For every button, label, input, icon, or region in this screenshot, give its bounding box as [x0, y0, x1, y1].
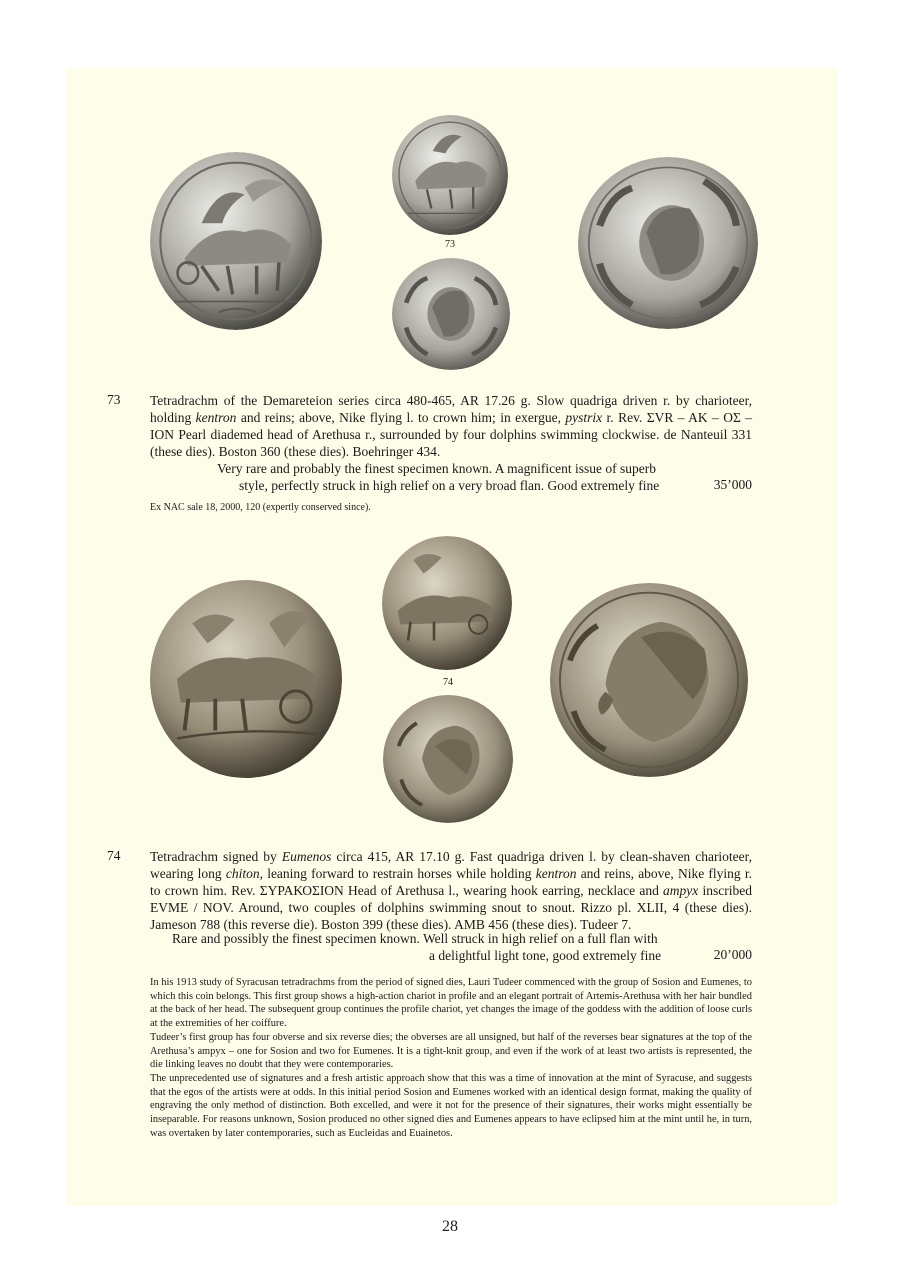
grade-74-line2: a delightful light tone, good extremely fine	[429, 948, 662, 963]
desc-73-part-a: Tetradrachm of the Demareteion series circa 480-465, AR 17.26 g. Slow quadriga driven r. by charioteer, holding	[150, 393, 752, 425]
coin-73-reverse-small-image	[392, 258, 510, 370]
lot-description-73	[150, 392, 752, 460]
desc-73-pystrix: pystrix	[565, 410, 603, 425]
coin-74-obverse-large-image	[150, 580, 342, 778]
plate-label-73: 73	[445, 239, 455, 250]
desc-74-part-c: , leaning forward to restrain horses while holding	[259, 866, 536, 881]
grade-73-line1: Very rare and probably the finest specimen known. A magnificent issue of superb	[217, 461, 657, 476]
coin-74-obverse-small-image	[382, 536, 512, 670]
lot-number-74: 74	[107, 848, 121, 863]
desc-74-part-b: circa 415, AR 17.10 g. Fast quadriga driven l. by clean-shaven charioteer, wearing long	[150, 849, 752, 881]
lot-description-74	[150, 848, 752, 933]
coin-73-obverse-large-image	[150, 152, 322, 330]
provenance-73: Ex NAC sale 18, 2000, 120 (expertly conserved since).	[150, 502, 371, 513]
desc-74-chiton: chiton	[225, 866, 260, 881]
plate-label-74: 74	[443, 677, 453, 688]
coin-74-reverse-large-image	[550, 583, 748, 777]
coin-73-obverse-small-image	[392, 115, 508, 235]
essay-paragraph: Tudeer’s first group has four obverse and six reverse dies; the obverses are all unsigned, but half of the reverses bear signatures at the top of the Arethusa’s ampyx – one for Sosion and two for Eumenes. It is a tight-knit group, and even if the work of at least two artists is represented, the die linking leaves no doubt that they were contemporaries.	[150, 1031, 752, 1071]
coin-73-reverse-large-image	[578, 157, 758, 329]
desc-74-part-d: and reins, above, Nike flying r. to crown him. Rev. ΣΥΡΑΚΟΣΙΟΝ Head of Arethusa l., wearing hook earring, necklace and	[150, 866, 752, 898]
estimate-73: 35’000	[713, 477, 752, 492]
desc-73-part-b: and reins; above, Nike flying l. to crown him; in exergue,	[236, 410, 566, 425]
desc-74-kentron: kentron	[535, 866, 577, 881]
desc-73-part-c: r. Rev. ΣVR – AK – OΣ – ION Pearl diademed head of Arethusa r., surrounded by four dolphins swimming clockwise. de Nanteuil 331 (these dies). Boston 360 (these dies). Boehringer 434.	[150, 410, 752, 459]
desc-74-ampyx: ampyx	[663, 883, 699, 898]
essay-paragraph: In his 1913 study of Syracusan tetradrachms from the period of signed dies, Lauri Tudeer commenced with the group of Sosion and Eumenes, to which this coin belongs. This first group shows a high-action chariot in profile and an elegant portrait of Artemis-Arethusa with her hair bundled at the back of her head. The subsequent group continues the profile chariot, yet changes the image of the goddess with the addition of loose curls at the extremities of her coiffure.	[150, 977, 753, 1030]
estimate-74: 20’000	[713, 947, 752, 962]
coin-74-reverse-small-image	[383, 695, 513, 823]
lot-number-73: 73	[107, 392, 121, 407]
essay-paragraph: The unprecedented use of signatures and a fresh artistic approach show that this was a time of innovation at the mint of Syracuse, and suggests that the egos of the artists were at odds. In this initial period Sosion and Eumenes worked with an identical design format, making the quality of engraving the only method of distinction. Both excelled, and were it not for the presence of their signatures, their works might essentially be inseparable. For reasons unknown, Sosion produced no other signed dies and Eumenes appears to have eclipsed him at the mint until he, in turn, was overtaken by later contemporaries, such as Eucleidas and Euainetos.	[150, 1072, 752, 1139]
lot-74-essay	[150, 976, 752, 1140]
grade-74-line1: Rare and possibly the finest specimen known. Well struck in high relief on a full flan with	[172, 931, 658, 946]
desc-74-eumenos: Eumenos	[281, 849, 332, 864]
desc-74-part-e: inscribed EVME / NOV. Around, two couples of dolphins swimming snout to snout. Rizzo pl. XLII, 4 (these dies). Jameson 788 (this reverse die). Boston 399 (these dies). AMB 456 (these dies). Tudeer 7.	[150, 883, 752, 932]
grade-73-line2: style, perfectly struck in high relief on a very broad flan. Good extremely fine	[239, 478, 660, 493]
desc-73-kentron: kentron	[195, 410, 237, 425]
page-number: 28	[442, 1218, 458, 1235]
desc-74-part-a: Tetradrachm signed by	[150, 849, 282, 864]
